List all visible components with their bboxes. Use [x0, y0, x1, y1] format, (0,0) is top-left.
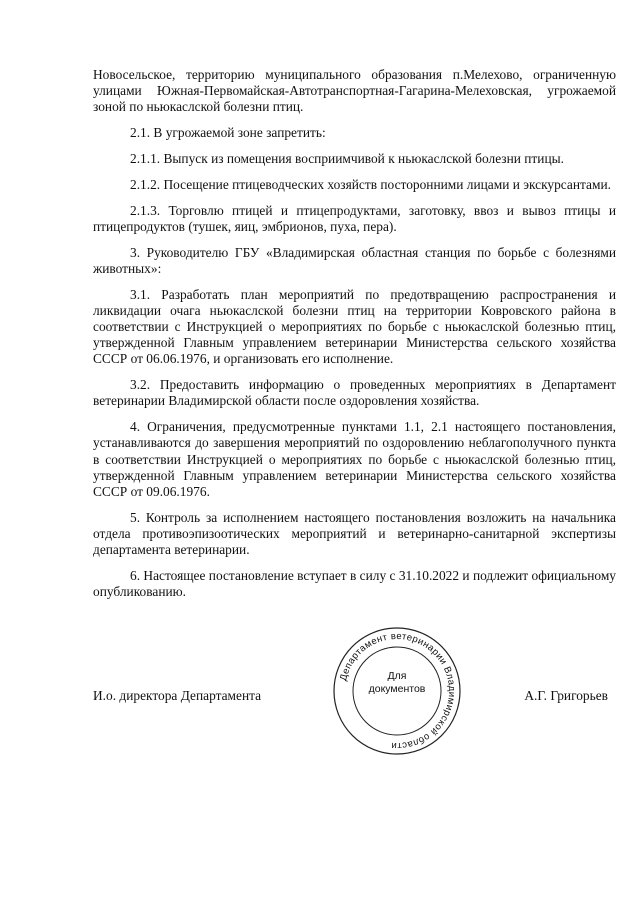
signatory-title: И.о. директора Департамента: [93, 688, 262, 703]
paragraph-3-1: 3.1. Разработать план мероприятий по предотвращению распространения и ликвидации очага ньюкаслской болезни птиц на территории Ковровского района в соответствии с Инструкцией о мероприятиях по борьбе с ньюкаслской болезнью птиц, утвержденной Главным управлением ветеринарии Министерства сельского хозяйства СССР от 06.06.1976, и организовать его исполнение.: [93, 286, 616, 367]
paragraph-3-2: 3.2. Предоставить информацию о проведенных мероприятиях в Департамент ветеринарии Владимирской области после оздоровления хозяйства.: [93, 377, 616, 409]
official-stamp: [330, 624, 464, 758]
signatory-name: А.Г. Григорьев: [524, 688, 608, 703]
document-body: [93, 67, 616, 610]
paragraph-2-1-2: 2.1.2. Посещение птицеводческих хозяйств посторонними лицами и экскурсантами.: [130, 176, 611, 192]
paragraph-4: 4. Ограничения, предусмотренные пунктами 1.1, 2.1 настоящего постановления, устанавливаются до завершения мероприятий по оздоровлению неблагополучного пункта в соответствии Инструкцией о мероприятиях по борьбе с ньюкаслской болезнью птиц, утвержденной Главным управлением ветеринарии Министерства сельского хозяйства СССР от 09.06.1976.: [93, 419, 616, 500]
paragraph-6: 6. Настоящее постановление вступает в силу с 31.10.2022 и подлежит официальному опубликованию.: [93, 568, 616, 600]
stamp-ring-text: Департамент ветеринарии Владимирской области: [338, 630, 458, 752]
paragraph-3: 3. Руководителю ГБУ «Владимирская областная станция по борьбе с болезнями животных»:: [93, 244, 616, 276]
paragraph-5: 5. Контроль за исполнением настоящего постановления возложить на начальника отдела противоэпизоотических мероприятий и ветеринарно-санитарной экспертизы департамента ветеринарии.: [93, 509, 616, 558]
paragraph-continuation: Новосельское, территорию муниципального образования п.Мелехово, ограниченную улицами Южная-Первомайская-Автотранспортная-Гагарина-Мелеховская, угрожаемой зоной по ньюкаслской болезни птиц.: [93, 67, 616, 115]
stamp-center-line1: Для: [387, 670, 407, 682]
paragraph-2-1-3: 2.1.3. Торговлю птицей и птицепродуктами, заготовку, ввоз и вывоз птицы и птицепродуктов (тушек, яиц, эмбрионов, пуха, пера).: [93, 202, 616, 234]
stamp-center-line2: документов: [368, 683, 426, 695]
paragraph-2-1-1: 2.1.1. Выпуск из помещения восприимчивой к ньюкаслской болезни птицы.: [130, 151, 564, 166]
stamp-center-text: [330, 670, 464, 696]
paragraph-2-1: 2.1. В угрожаемой зоне запретить:: [130, 125, 326, 141]
